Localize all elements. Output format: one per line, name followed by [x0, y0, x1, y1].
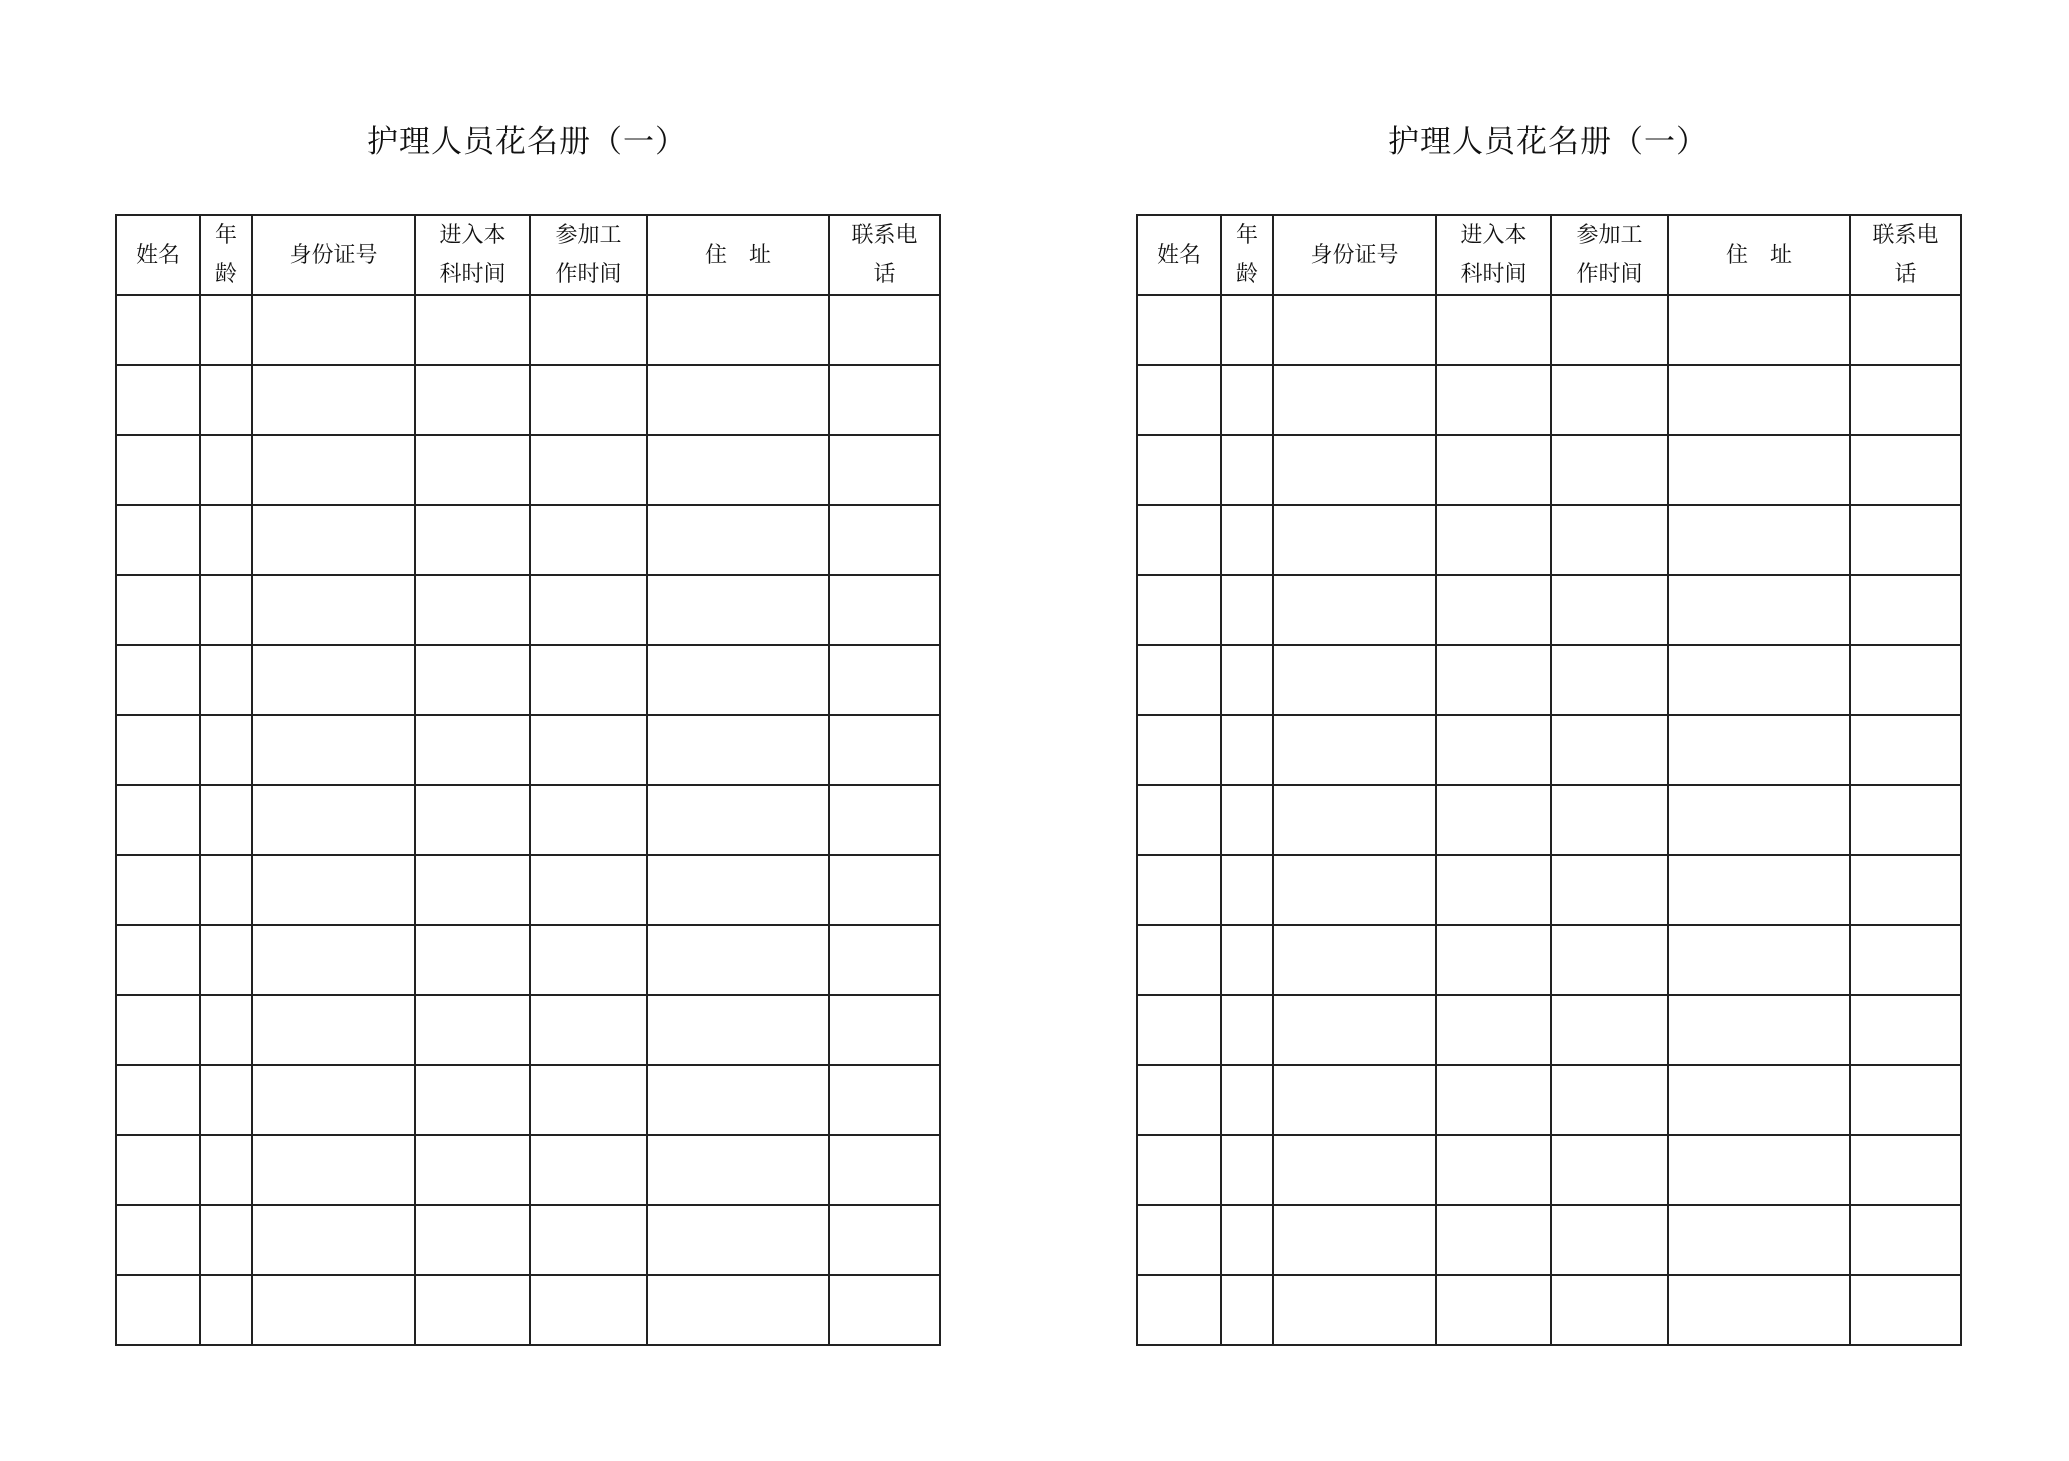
header-phone [829, 215, 940, 295]
table-row [116, 855, 940, 925]
table-row [1137, 435, 1961, 505]
blank-cell [252, 1205, 415, 1275]
blank-cell [200, 785, 252, 855]
table-row [116, 1205, 940, 1275]
blank-cell [1668, 505, 1850, 575]
blank-cell [1137, 575, 1221, 645]
blank-cell [1137, 365, 1221, 435]
blank-cell [1221, 785, 1273, 855]
header-line: 作时间 [555, 262, 622, 287]
header-id-number [1273, 215, 1436, 295]
blank-cell [1850, 365, 1961, 435]
blank-cell [530, 925, 647, 995]
blank-cell [1551, 365, 1668, 435]
blank-cell [116, 1205, 200, 1275]
table-row [116, 575, 940, 645]
blank-cell [1850, 785, 1961, 855]
blank-cell [1273, 715, 1436, 785]
blank-cell [1668, 715, 1850, 785]
blank-cell [1221, 925, 1273, 995]
blank-cell [1221, 645, 1273, 715]
blank-cell [530, 1135, 647, 1205]
blank-cell [252, 435, 415, 505]
header-line: 话 [873, 262, 896, 287]
blank-cell [1221, 855, 1273, 925]
blank-cell [530, 365, 647, 435]
blank-cell [647, 785, 829, 855]
blank-cell [530, 645, 647, 715]
header-line: 身份证号 [289, 242, 378, 268]
blank-cell [1273, 505, 1436, 575]
table-row [1137, 505, 1961, 575]
blank-cell [415, 855, 530, 925]
blank-cell [200, 435, 252, 505]
header-age [200, 215, 252, 295]
blank-cell [252, 295, 415, 365]
blank-cell [1137, 435, 1221, 505]
blank-cell [1551, 785, 1668, 855]
header-address [647, 215, 829, 295]
blank-cell [1137, 1275, 1221, 1345]
blank-cell [647, 715, 829, 785]
blank-cell [1850, 1135, 1961, 1205]
table-row [1137, 785, 1961, 855]
blank-cell [116, 645, 200, 715]
blank-cell [1668, 1275, 1850, 1345]
blank-cell [252, 365, 415, 435]
header-row [1137, 215, 1961, 295]
blank-cell [1551, 505, 1668, 575]
blank-cell [829, 505, 940, 575]
table-row [1137, 645, 1961, 715]
blank-cell [252, 575, 415, 645]
blank-cell [829, 645, 940, 715]
blank-cell [1850, 1205, 1961, 1275]
blank-cell [1668, 575, 1850, 645]
blank-cell [200, 505, 252, 575]
blank-cell [1668, 1205, 1850, 1275]
blank-cell [116, 365, 200, 435]
header-line: 话 [1894, 262, 1917, 287]
blank-cell [1850, 295, 1961, 365]
blank-cell [252, 645, 415, 715]
table-row [1137, 295, 1961, 365]
blank-cell [415, 1065, 530, 1135]
blank-cell [647, 645, 829, 715]
blank-cell [1850, 855, 1961, 925]
table-row [116, 995, 940, 1065]
blank-cell [647, 1065, 829, 1135]
blank-cell [647, 995, 829, 1065]
blank-cell [252, 995, 415, 1065]
header-work-start-date [1551, 215, 1668, 295]
blank-cell [1273, 295, 1436, 365]
header-line: 龄 [1235, 262, 1258, 287]
blank-cell [1668, 785, 1850, 855]
sheet-title: 护理人员花名册（一） [367, 124, 687, 160]
blank-cell [1221, 1275, 1273, 1345]
blank-cell [1221, 995, 1273, 1065]
blank-cell [1436, 925, 1551, 995]
header-phone [1850, 215, 1961, 295]
blank-cell [116, 1135, 200, 1205]
blank-cell [1273, 365, 1436, 435]
header-line: 姓名 [1156, 242, 1201, 268]
header-work-start-date [530, 215, 647, 295]
blank-cell [1221, 1205, 1273, 1275]
blank-cell [1850, 925, 1961, 995]
blank-cell [415, 785, 530, 855]
table-row [1137, 1275, 1961, 1345]
blank-cell [829, 1275, 940, 1345]
blank-cell [252, 1135, 415, 1205]
table-row [116, 365, 940, 435]
blank-cell [116, 995, 200, 1065]
blank-cell [415, 1275, 530, 1345]
blank-cell [1551, 855, 1668, 925]
blank-cell [829, 715, 940, 785]
header-name [1137, 215, 1221, 295]
blank-cell [415, 295, 530, 365]
header-line: 进入本 [1460, 223, 1527, 248]
blank-cell [647, 505, 829, 575]
table-row [1137, 1205, 1961, 1275]
blank-cell [647, 575, 829, 645]
blank-cell [1436, 785, 1551, 855]
blank-cell [1668, 295, 1850, 365]
blank-cell [1850, 715, 1961, 785]
blank-cell [1137, 785, 1221, 855]
blank-cell [829, 785, 940, 855]
blank-cell [1668, 995, 1850, 1065]
blank-cell [1436, 435, 1551, 505]
table-row [1137, 1135, 1961, 1205]
blank-cell [1436, 365, 1551, 435]
table-row [116, 925, 940, 995]
blank-cell [647, 365, 829, 435]
blank-cell [116, 295, 200, 365]
blank-cell [1551, 715, 1668, 785]
blank-cell [1273, 785, 1436, 855]
blank-cell [1436, 1275, 1551, 1345]
blank-cell [1850, 995, 1961, 1065]
header-line: 年 [214, 223, 237, 248]
roster-body [116, 295, 940, 1345]
table-row [116, 435, 940, 505]
blank-cell [1436, 505, 1551, 575]
blank-cell [200, 1065, 252, 1135]
blank-cell [200, 855, 252, 925]
blank-cell [1668, 925, 1850, 995]
header-line: 年 [1235, 223, 1258, 248]
blank-cell [1850, 435, 1961, 505]
blank-cell [1436, 295, 1551, 365]
blank-cell [1436, 715, 1551, 785]
blank-cell [829, 855, 940, 925]
blank-cell [647, 1205, 829, 1275]
blank-cell [829, 435, 940, 505]
blank-cell [200, 1135, 252, 1205]
blank-cell [200, 1275, 252, 1345]
header-line: 龄 [214, 262, 237, 287]
blank-cell [647, 1135, 829, 1205]
blank-cell [1273, 855, 1436, 925]
header-line: 联系电 [851, 223, 918, 248]
header-line: 参加工 [1576, 223, 1643, 248]
blank-cell [530, 505, 647, 575]
header-line: 住 址 [704, 242, 771, 268]
blank-cell [530, 715, 647, 785]
blank-cell [200, 575, 252, 645]
blank-cell [1273, 1275, 1436, 1345]
header-line: 联系电 [1872, 223, 1939, 248]
blank-cell [200, 1205, 252, 1275]
sheet-title: 护理人员花名册（一） [1388, 124, 1708, 160]
blank-cell [116, 785, 200, 855]
header-department-entry-date [1436, 215, 1551, 295]
blank-cell [829, 995, 940, 1065]
blank-cell [1221, 715, 1273, 785]
blank-cell [1221, 575, 1273, 645]
blank-cell [415, 1205, 530, 1275]
blank-cell [252, 855, 415, 925]
header-line: 参加工 [555, 223, 622, 248]
table-row [1137, 925, 1961, 995]
header-line: 作时间 [1576, 262, 1643, 287]
blank-cell [1551, 645, 1668, 715]
blank-cell [252, 715, 415, 785]
blank-cell [1137, 995, 1221, 1065]
blank-cell [1668, 435, 1850, 505]
blank-cell [647, 295, 829, 365]
table-row [1137, 1065, 1961, 1135]
header-row [116, 215, 940, 295]
table-row [116, 295, 940, 365]
blank-cell [1551, 1065, 1668, 1135]
blank-cell [530, 1205, 647, 1275]
blank-cell [200, 295, 252, 365]
header-line: 身份证号 [1310, 242, 1399, 268]
blank-cell [1273, 1135, 1436, 1205]
blank-cell [1273, 575, 1436, 645]
blank-cell [1137, 855, 1221, 925]
blank-cell [415, 1135, 530, 1205]
blank-cell [1436, 645, 1551, 715]
header-department-entry-date [415, 215, 530, 295]
blank-cell [1273, 925, 1436, 995]
blank-cell [829, 925, 940, 995]
table-row [116, 1065, 940, 1135]
blank-cell [829, 1205, 940, 1275]
header-line: 姓名 [135, 242, 180, 268]
blank-cell [647, 435, 829, 505]
blank-cell [1850, 575, 1961, 645]
table-row [1137, 995, 1961, 1065]
header-id-number [252, 215, 415, 295]
blank-cell [1436, 1135, 1551, 1205]
blank-cell [415, 435, 530, 505]
blank-cell [530, 785, 647, 855]
blank-cell [530, 995, 647, 1065]
blank-cell [200, 925, 252, 995]
blank-cell [200, 645, 252, 715]
table-row [1137, 855, 1961, 925]
blank-cell [1436, 855, 1551, 925]
blank-cell [647, 855, 829, 925]
blank-cell [1551, 1205, 1668, 1275]
blank-cell [1273, 435, 1436, 505]
blank-cell [200, 365, 252, 435]
blank-cell [252, 1275, 415, 1345]
blank-cell [1436, 995, 1551, 1065]
blank-cell [1551, 575, 1668, 645]
blank-cell [829, 1135, 940, 1205]
table-row [1137, 715, 1961, 785]
blank-cell [1221, 1135, 1273, 1205]
blank-cell [415, 575, 530, 645]
blank-cell [1137, 1065, 1221, 1135]
blank-cell [530, 575, 647, 645]
blank-cell [1850, 1275, 1961, 1345]
table-row [116, 785, 940, 855]
blank-cell [1221, 365, 1273, 435]
blank-cell [415, 995, 530, 1065]
blank-cell [1668, 1135, 1850, 1205]
blank-cell [1137, 505, 1221, 575]
blank-cell [252, 1065, 415, 1135]
blank-cell [1668, 645, 1850, 715]
table-row [1137, 365, 1961, 435]
blank-cell [1221, 295, 1273, 365]
blank-cell [530, 295, 647, 365]
blank-cell [1668, 365, 1850, 435]
blank-cell [1668, 855, 1850, 925]
blank-cell [1436, 1205, 1551, 1275]
blank-cell [415, 715, 530, 785]
blank-cell [829, 575, 940, 645]
blank-cell [415, 645, 530, 715]
blank-cell [829, 365, 940, 435]
blank-cell [252, 785, 415, 855]
table-row [116, 1135, 940, 1205]
roster-body [1137, 295, 1961, 1345]
blank-cell [647, 925, 829, 995]
blank-cell [530, 435, 647, 505]
blank-cell [415, 365, 530, 435]
blank-cell [116, 435, 200, 505]
table-row [116, 1275, 940, 1345]
blank-cell [252, 925, 415, 995]
blank-cell [415, 505, 530, 575]
blank-cell [829, 295, 940, 365]
blank-cell [647, 1275, 829, 1345]
blank-cell [1551, 435, 1668, 505]
blank-cell [200, 715, 252, 785]
blank-cell [1273, 995, 1436, 1065]
blank-cell [1436, 1065, 1551, 1135]
blank-cell [116, 1275, 200, 1345]
blank-cell [530, 855, 647, 925]
blank-cell [1137, 295, 1221, 365]
table-row [116, 645, 940, 715]
blank-cell [1273, 1205, 1436, 1275]
header-line: 科时间 [439, 262, 506, 287]
header-line: 进入本 [439, 223, 506, 248]
blank-cell [116, 1065, 200, 1135]
table-row [116, 505, 940, 575]
blank-cell [1137, 645, 1221, 715]
blank-cell [1221, 1065, 1273, 1135]
blank-cell [200, 995, 252, 1065]
blank-cell [1850, 505, 1961, 575]
blank-cell [1551, 295, 1668, 365]
blank-cell [1137, 925, 1221, 995]
blank-cell [415, 925, 530, 995]
blank-cell [530, 1275, 647, 1345]
table-row [116, 715, 940, 785]
roster-table [1136, 214, 1962, 1346]
header-name [116, 215, 200, 295]
blank-cell [1668, 1065, 1850, 1135]
blank-cell [1850, 645, 1961, 715]
header-line: 科时间 [1460, 262, 1527, 287]
blank-cell [116, 855, 200, 925]
blank-cell [1273, 1065, 1436, 1135]
blank-cell [1551, 995, 1668, 1065]
blank-cell [116, 505, 200, 575]
table-row [1137, 575, 1961, 645]
header-line: 住 址 [1725, 242, 1792, 268]
blank-cell [1137, 1205, 1221, 1275]
roster-table [115, 214, 941, 1346]
blank-cell [252, 505, 415, 575]
blank-cell [1850, 1065, 1961, 1135]
blank-cell [1551, 925, 1668, 995]
blank-cell [1273, 645, 1436, 715]
blank-cell [1221, 505, 1273, 575]
blank-cell [1137, 1135, 1221, 1205]
blank-cell [1137, 715, 1221, 785]
header-address [1668, 215, 1850, 295]
blank-cell [116, 925, 200, 995]
blank-cell [1436, 575, 1551, 645]
blank-cell [530, 1065, 647, 1135]
blank-cell [829, 1065, 940, 1135]
blank-cell [1551, 1135, 1668, 1205]
blank-cell [116, 575, 200, 645]
blank-cell [1551, 1275, 1668, 1345]
blank-cell [116, 715, 200, 785]
header-age [1221, 215, 1273, 295]
blank-cell [1221, 435, 1273, 505]
